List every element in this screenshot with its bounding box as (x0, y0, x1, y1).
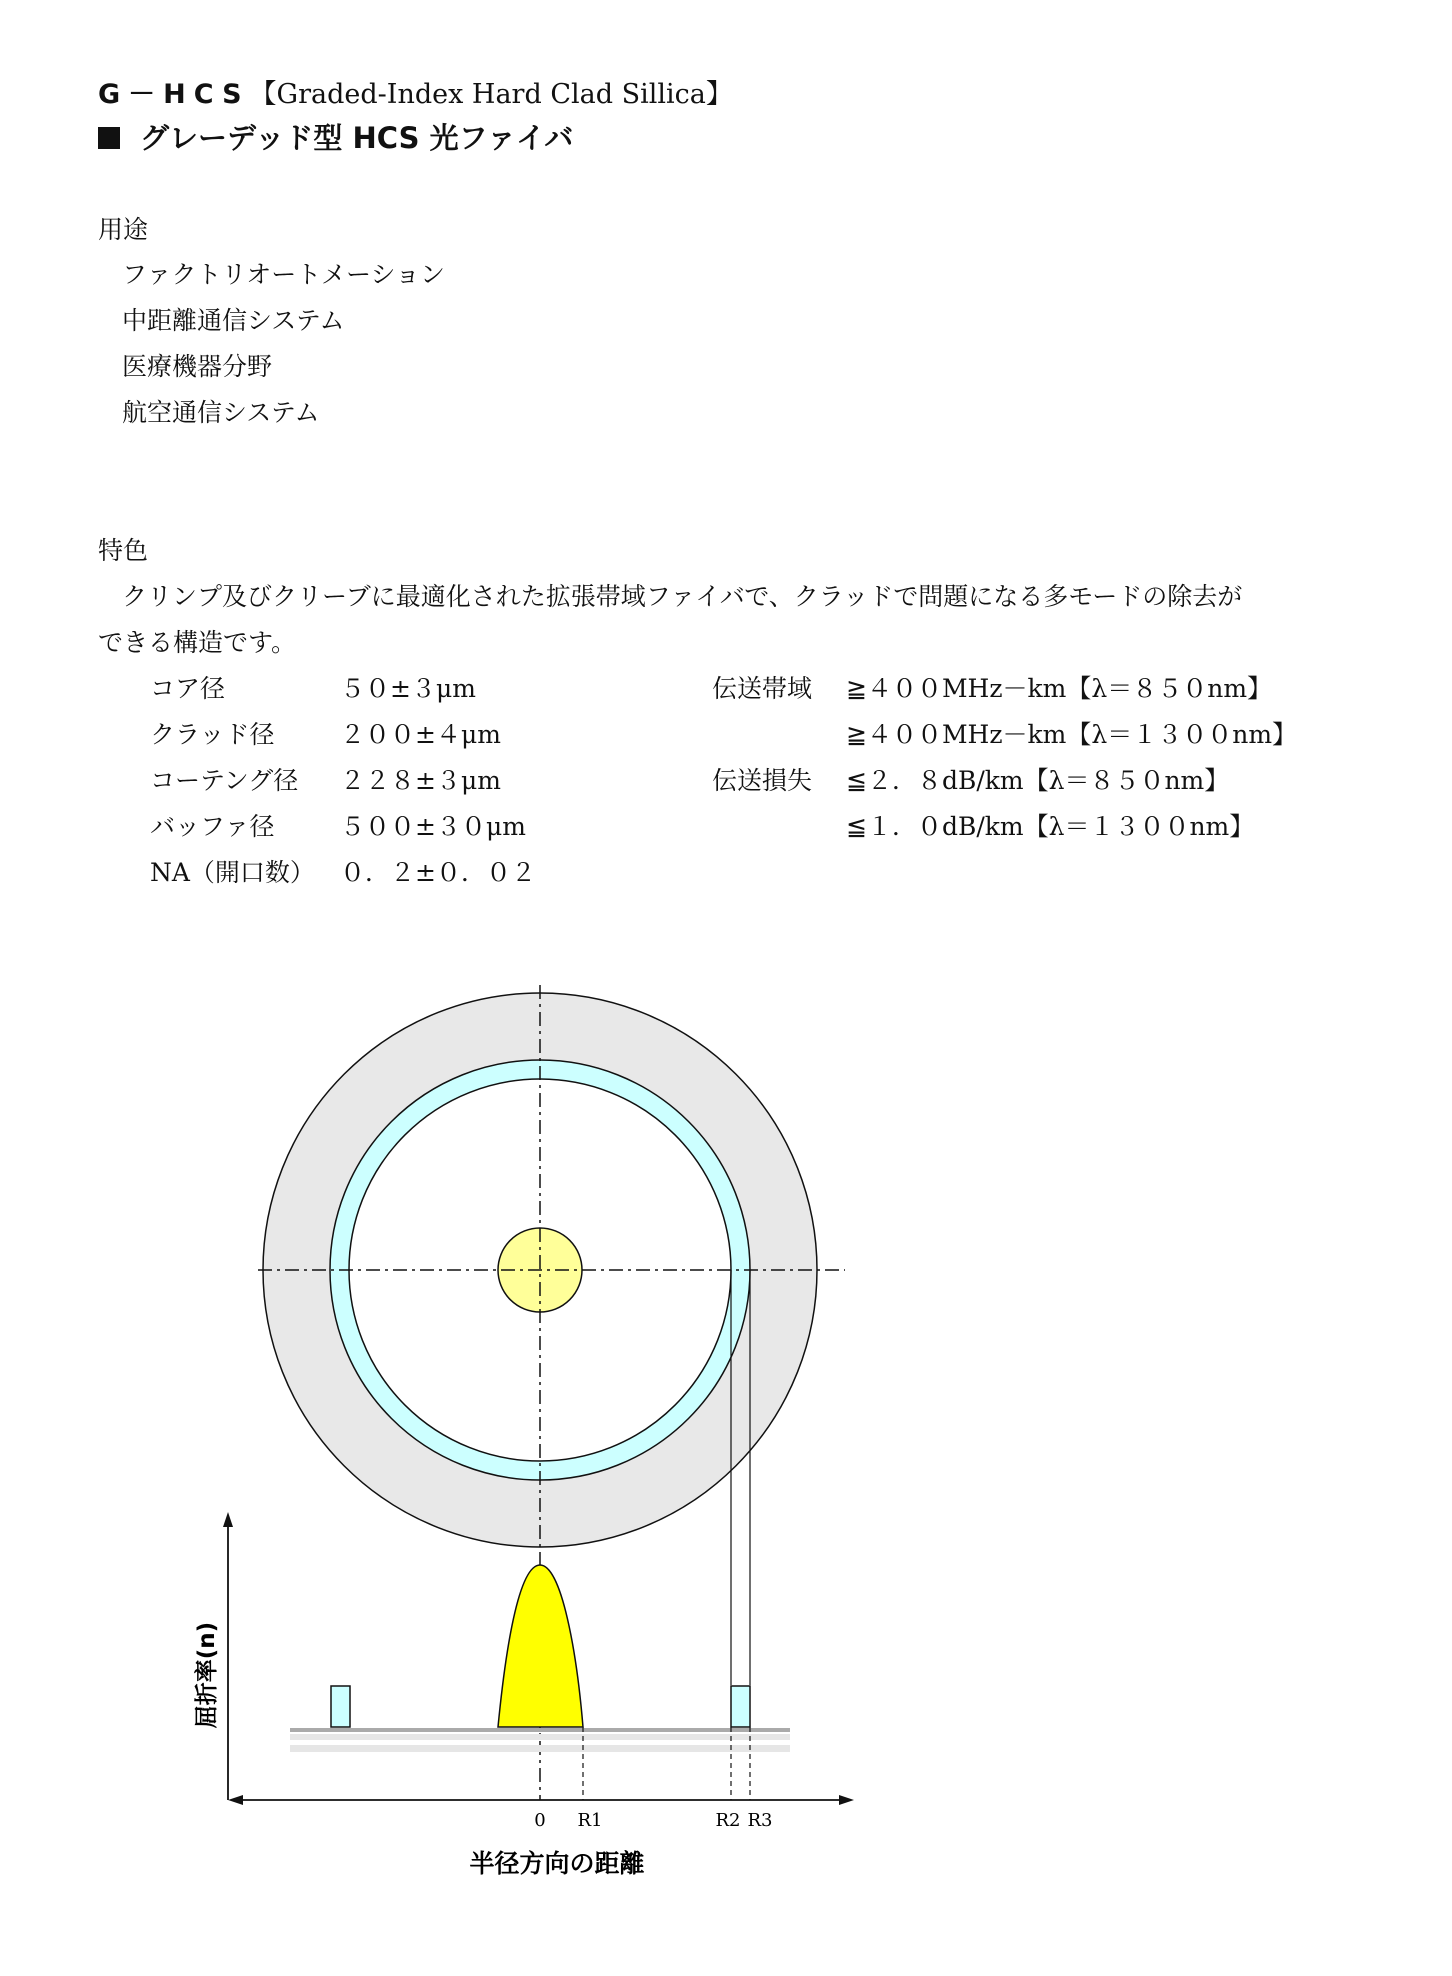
transmission-value: ≦２．８dB/km【λ＝８５０nm】 (846, 766, 1230, 795)
spec-value: ２２８±３μm (340, 766, 501, 795)
spec-label: バッファ径 (150, 812, 275, 841)
tick-label-r3: R3 (747, 1810, 773, 1831)
core-index-profile (498, 1565, 583, 1727)
uses-item: ファクトリオートメーション (122, 260, 446, 289)
transmission-label: 伝送損失 (712, 766, 813, 795)
spec-label: コーテング径 (150, 766, 299, 795)
features-text-line2: できる構造です。 (98, 628, 297, 657)
transmission-label: 伝送帯域 (712, 674, 813, 703)
x-axis-label: 半径方向の距離 (469, 1849, 645, 1878)
page-title-text: グレーデッド型 HCS 光ファイバ (140, 121, 574, 155)
transmission-value: ≧４００MHz－km【λ＝１３００nm】 (846, 720, 1298, 749)
spec-value: ５００±３０μm (340, 812, 526, 841)
spec-label: コア径 (150, 674, 226, 703)
spec-label: NA（開口数） (150, 858, 315, 887)
features-text-line1: クリンプ及びクリーブに最適化された拡張帯域ファイバで、クラッドで問題になる多モードの除去が (122, 582, 1243, 611)
spec-label: クラッド径 (150, 720, 275, 749)
baseline-shadow (290, 1728, 790, 1732)
product-code: G－HCS (98, 79, 250, 110)
uses-item: 航空通信システム (122, 398, 320, 427)
tick-label-r1: R1 (577, 1810, 603, 1831)
baseline-band (290, 1734, 790, 1740)
features-heading: 特色 (98, 536, 149, 565)
transmission-value: ≧４００MHz－km【λ＝８５０nm】 (846, 674, 1273, 703)
product-subtitle: 【Graded-Index Hard Clad Sillica】 (249, 79, 733, 110)
spec-value: ０．２±０．０２ (340, 858, 536, 887)
uses-item: 中距離通信システム (122, 306, 345, 335)
x-axis-left-arrow-icon (228, 1795, 243, 1805)
y-axis-label: 屈折率(n) (194, 1621, 220, 1729)
uses-heading: 用途 (98, 215, 149, 244)
cladding-index-step-right (731, 1686, 750, 1727)
tick-label-r2: R2 (715, 1810, 741, 1831)
baseline-band-lower (290, 1745, 790, 1752)
y-axis-arrow-icon (223, 1512, 233, 1527)
uses-item: 医療機器分野 (122, 352, 273, 381)
cladding-index-step-left (331, 1686, 350, 1727)
x-axis-right-arrow-icon (839, 1795, 854, 1805)
spec-value: ２００±４μm (340, 720, 501, 749)
tick-label-0: 0 (534, 1810, 546, 1831)
transmission-value: ≦１．０dB/km【λ＝１３００nm】 (846, 812, 1255, 841)
spec-value: ５０±３μm (340, 674, 476, 703)
